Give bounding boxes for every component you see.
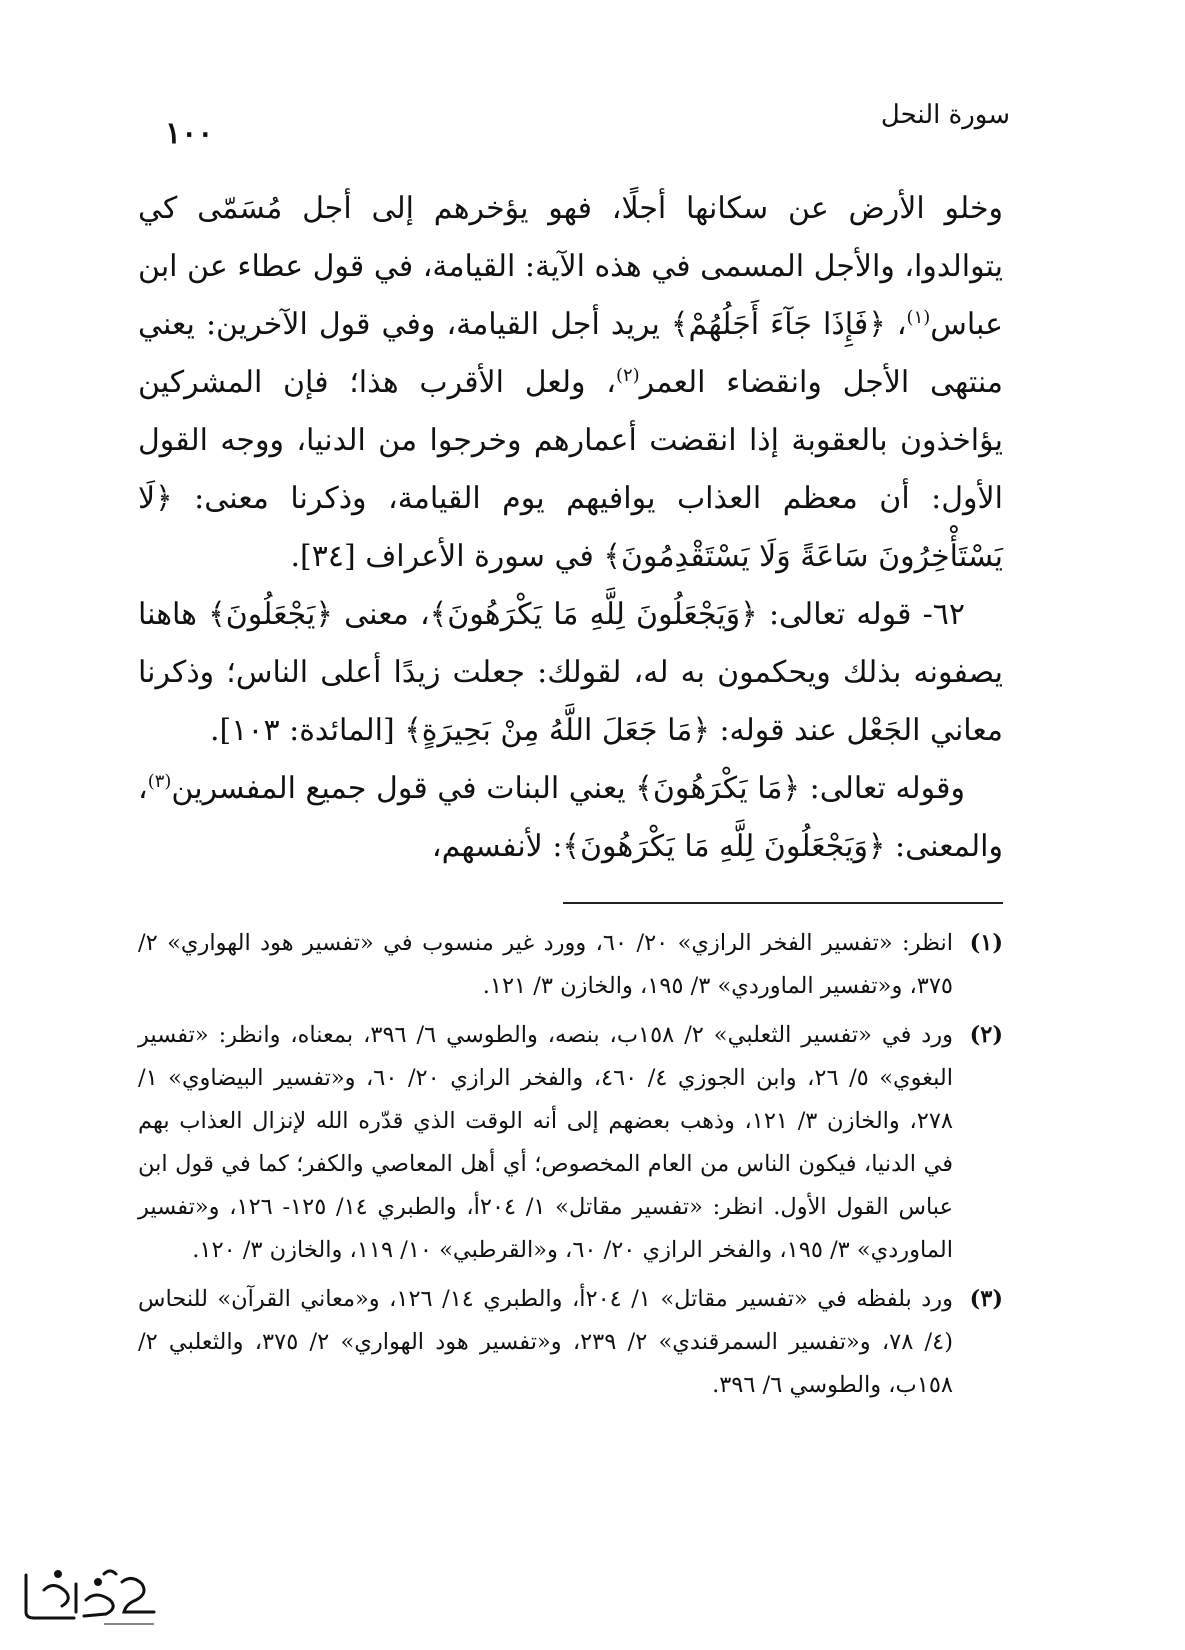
- paragraph-2: [138, 586, 1003, 760]
- footnote-text: ورد في «تفسير الثعلبي» ٢/ ١٥٨ب، بنصه، والطوسي ٦/ ٣٩٦، بمعناه، وانظر: «تفسير البغوي» ٥/ ٢٦، وابن الجوزي ٤/ ٤٦٠، والفخر الرازي ٢٠/ ٦٠، و«تفسير البيضاوي» ١/ ٢٧٨، والخازن ٣/ ١٢١، وذهب بعضهم إلى أنه الوقت الذي قدّره الله لإنزال العذاب بهم في الدنيا، فيكون الناس من العام المخصوص؛ أي أهل المعاصي والكفر؛ كما في قول ابن عباس القول الأول. انظر: «تفسير مقاتل» ١/ ٢٠٤أ، والطبري ١٤/ ١٢٥- ١٢٦، و«تفسير الماوردي» ٣/ ١٩٥، والفخر الرازي ٢٠/ ٦٠، و«القرطبي» ١٠/ ١١٩، والخازن ٣/ ١٢٠.: [138, 1022, 954, 1263]
- paragraph-1: [138, 180, 1003, 586]
- paragraph-text: ، ولعل الأقرب هذا؛ فإن المشركين يؤاخذون بالعقوبة إذا انقضت أعمارهم وخرجوا من الدنيا، ووجه القول الأول: أن معظم العذاب يوافيهم يوم القيامة، وذكرنا معنى: ﴿لَا يَسْتَأْخِرُونَ سَاعَةً وَلَا يَسْتَقْدِمُونَ﴾ في سورة الأعراف [٣٤].: [138, 365, 1003, 574]
- footnote-separator: [563, 902, 1003, 904]
- page-number: ١٠٠: [165, 116, 214, 151]
- paragraph-3: [138, 760, 1003, 876]
- footnote-ref: (٣): [147, 771, 172, 792]
- calligraphy-logo-icon: [14, 1560, 164, 1630]
- footnotes: [138, 922, 1003, 1413]
- footnote-number: (٣): [969, 1286, 1003, 1312]
- footnote: [138, 1014, 1003, 1272]
- footnote-ref: (٢): [615, 365, 640, 386]
- main-text: [138, 180, 1003, 876]
- footnote: [138, 1278, 1003, 1407]
- footnote: [138, 922, 1003, 1008]
- footnote-ref: (١): [906, 307, 931, 328]
- footnote-text: انظر: «تفسير الفخر الرازي» ٢٠/ ٦٠، وورد غير منسوب في «تفسير هود الهواري» ٢/ ٣٧٥، و«تفسير الماوردي» ٣/ ١٩٥، والخازن ٣/ ١٢١.: [138, 930, 953, 999]
- footnote-number: (١): [969, 930, 1003, 956]
- paragraph-text: وخلو الأرض عن سكانها أجلًا، فهو يؤخرهم إلى أجل مُسَمّى كي يتوالدوا، والأجل المسمى في هذه الآية: القيامة، في قول عطاء عن ابن عباس: [138, 191, 1003, 342]
- footnote-text: ورد بلفظه في «تفسير مقاتل» ١/ ٢٠٤أ، والطبري ١٤/ ١٢٦، و«معاني القرآن» للنحاس (٤/ ٧٨، و«تفسير السمرقندي» ٢/ ٢٣٩، و«تفسير هود الهواري» ٢/ ٣٧٥، والثعلبي ٢/ ١٥٨ب، والطوسي ٦/ ٣٩٦.: [138, 1286, 954, 1398]
- running-header: [165, 100, 1010, 150]
- paragraph-text: ، ﴿فَإِذَا جَآءَ أَجَلُهُمْ﴾ يريد أجل القيامة، وفي قول الآخرين: يعني منتهى الأجل وانقضاء العمر: [138, 307, 1003, 400]
- paragraph-text: ، والمعنى: ﴿وَيَجْعَلُونَ لِلَّهِ مَا يَكْرَهُونَ﴾: لأنفسهم،: [138, 771, 1003, 864]
- chapter-title: سورة النحل: [880, 100, 1010, 130]
- paragraph-text: ٦٢- قوله تعالى: ﴿وَيَجْعَلُونَ لِلَّهِ مَا يَكْرَهُونَ﴾، معنى ﴿يَجْعَلُونَ﴾ هاهنا يصفونه بذلك ويحكمون به له، لقولك: جعلت زيدًا أعلى الناس؛ وذكرنا معاني الجَعْل عند قوله: ﴿مَا جَعَلَ اللَّهُ مِنْ بَحِيرَةٍ﴾ [المائدة: ١٠٣].: [138, 597, 1003, 748]
- footnote-number: (٢): [969, 1022, 1003, 1048]
- paragraph-text: وقوله تعالى: ﴿مَا يَكْرَهُونَ﴾ يعني البنات في قول جميع المفسرين: [171, 771, 965, 806]
